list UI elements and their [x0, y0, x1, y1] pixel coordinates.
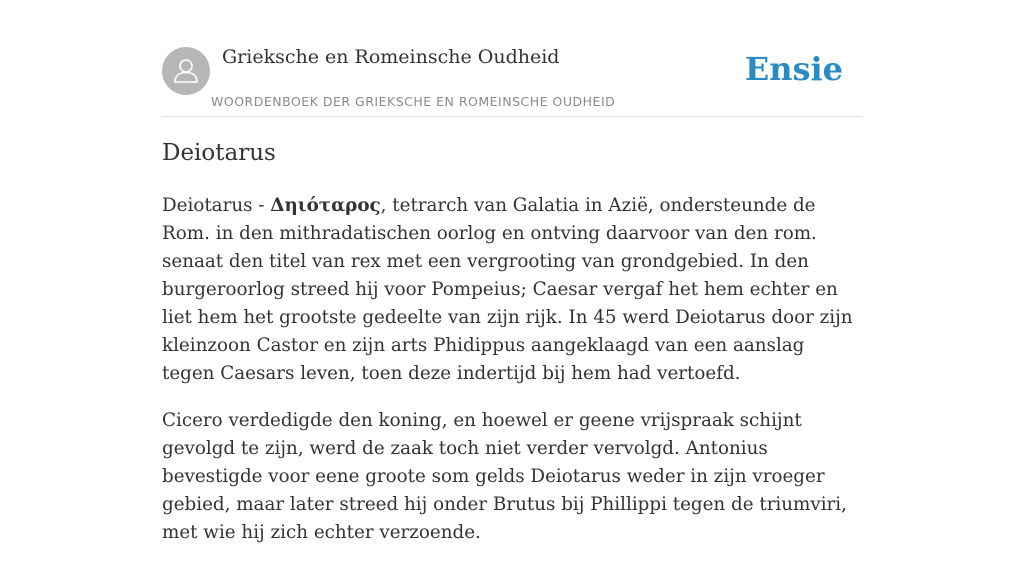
site-subtitle: WOORDENBOEK DER GRIEKSCHE EN ROMEINSCHE OUDHEID	[211, 94, 616, 109]
article-body	[162, 192, 862, 566]
article-lead: Deiotarus -	[162, 195, 271, 216]
avatar[interactable]	[162, 47, 210, 95]
site-header	[162, 0, 862, 117]
article-paragraph: Cicero verdedigde den koning, en hoewel er geene vrijspraak schijnt gevolgd te zijn, werd de zaak toch niet verder vervolgd. Antonius bevestigde voor eene groote som gelds Deiotarus weder in zijn vroeger gebied, maar later streed hij onder Brutus bij Phillippi tegen de triumviri, met wie hij zich echter verzoende.	[162, 410, 847, 543]
page-container	[162, 0, 862, 543]
greek-term: Δηιόταρος	[270, 195, 381, 216]
article-text: , tetrarch van Galatia in Azië, ondersteunde de Rom. in den mithradatischen oorlog en ontving daarvoor van den rom. senaat den titel van rex met een vergrooting van grondgebied. In den burgeroorlog streed hij voor Pompeius; Caesar vergaf het hem echter en liet hem het grootste gedeelte van zijn rijk. In 45 werd Deiotarus door zijn kleinzoon Castor en zijn arts Phidippus aangeklaagd van een aanslag tegen Caesars leven, toen deze indertijd bij hem had vertoefd.	[162, 195, 853, 384]
brand-logo[interactable]: Ensie	[744, 50, 843, 88]
site-title[interactable]: Grieksche en Romeinsche Oudheid	[222, 46, 560, 68]
page-title: Deiotarus	[162, 140, 276, 166]
user-silhouette-icon	[162, 47, 210, 95]
article-paragraph	[162, 192, 862, 388]
